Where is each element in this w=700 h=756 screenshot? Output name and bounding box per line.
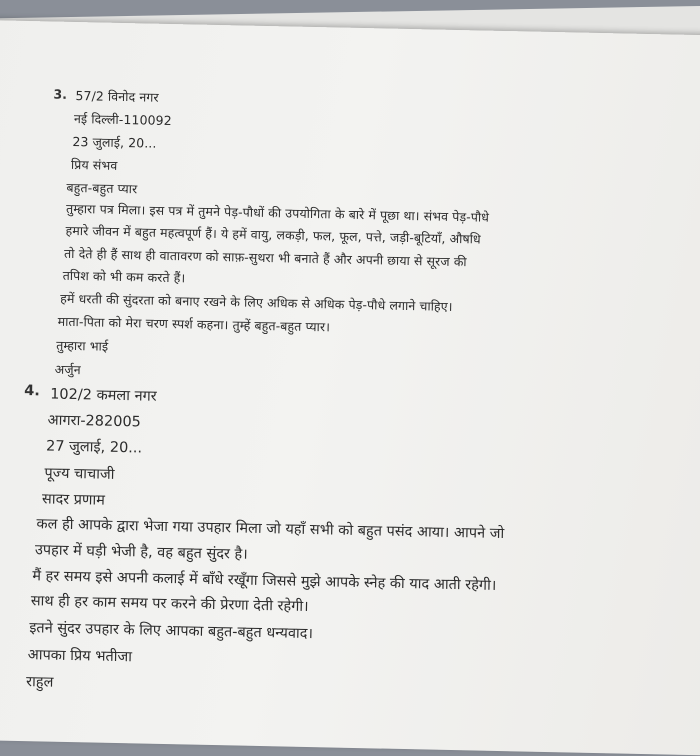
letter4-body-line: साथ ही हर काम समय पर करने की प्रेरणा देती रहेगी। [30,593,309,616]
letter3-body-line: तपिश को भी कम करते हैं। [62,267,186,286]
letter3-number: 3. [53,86,68,102]
letter4-salutation: पूज्य चाचाजी [44,465,115,483]
letter4-body-line: कल ही आपके द्वारा भेजा गया उपहार मिला जो यहाँ सभी को बहुत पसंद आया। आपने जो [36,516,505,543]
letter4-body-line: मैं हर समय इसे अपनी कलाई में बाँधे रखूँगा जिससे मुझे आपके स्नेह की याद आती रहेगी। [32,568,497,594]
letter4-address-line1: 102/2 कमला नगर [50,386,157,405]
letter3-salutation: प्रिय संभव [70,156,118,173]
letter4-date: 27 जुलाई, 20... [45,438,143,457]
book-page [0,20,700,756]
letter3-address-line1: 57/2 विनोद नगर [75,88,159,105]
letter3-body-line: तो देते ही हैं साथ ही वातावरण को साफ़-सुथरा भी बनाते हैं और अपनी छाया से सूरज की [63,245,467,270]
letter3-greeting: बहुत-बहुत प्यार [66,179,138,197]
letter4-address-line2: आगरा-282005 [47,412,142,431]
letter3-date: 23 जुलाई, 20... [72,133,157,151]
letter4-number: 4. [24,383,41,400]
letter4-closing: आपका प्रिय भतीजा [27,647,133,666]
letter3-body-line: तुम्हारा पत्र मिला। इस पत्र में तुमने पेड़-पौधों की उपयोगिता के बारे में पूछा था। संभव पेड़-पौधे [65,200,490,225]
letter3-signature: अर्जुन [54,361,81,378]
letter4-signature: राहुल [25,674,54,691]
letter3-closing: तुम्हारा भाई [56,337,109,354]
letter4-greeting: सादर प्रणाम [41,491,106,509]
letter3-body-line: माता-पिता को मेरा चरण स्पर्श कहना। तुम्हें बहुत-बहुत प्यार। [57,313,331,335]
letter3-body-line: हमारे जीवन में बहुत महत्वपूर्ण हैं। ये हमें वायु, लकड़ी, फल, फूल, पत्ते, जड़ी-बूटियाँ, औषधि [65,222,481,247]
letter3-address-line2: नई दिल्ली-110092 [73,110,172,129]
letter4-body-line: इतने सुंदर उपहार के लिए आपका बहुत-बहुत धन्यवाद। [29,620,314,643]
letter3-body-line: हमें धरती की सुंदरता को बनाए रखने के लिए अधिक से अधिक पेड़-पौधे लगाने चाहिए। [60,290,453,314]
letter4-body-line: उपहार में घड़ी भेजी है, वह बहुत सुंदर है। [34,542,248,563]
